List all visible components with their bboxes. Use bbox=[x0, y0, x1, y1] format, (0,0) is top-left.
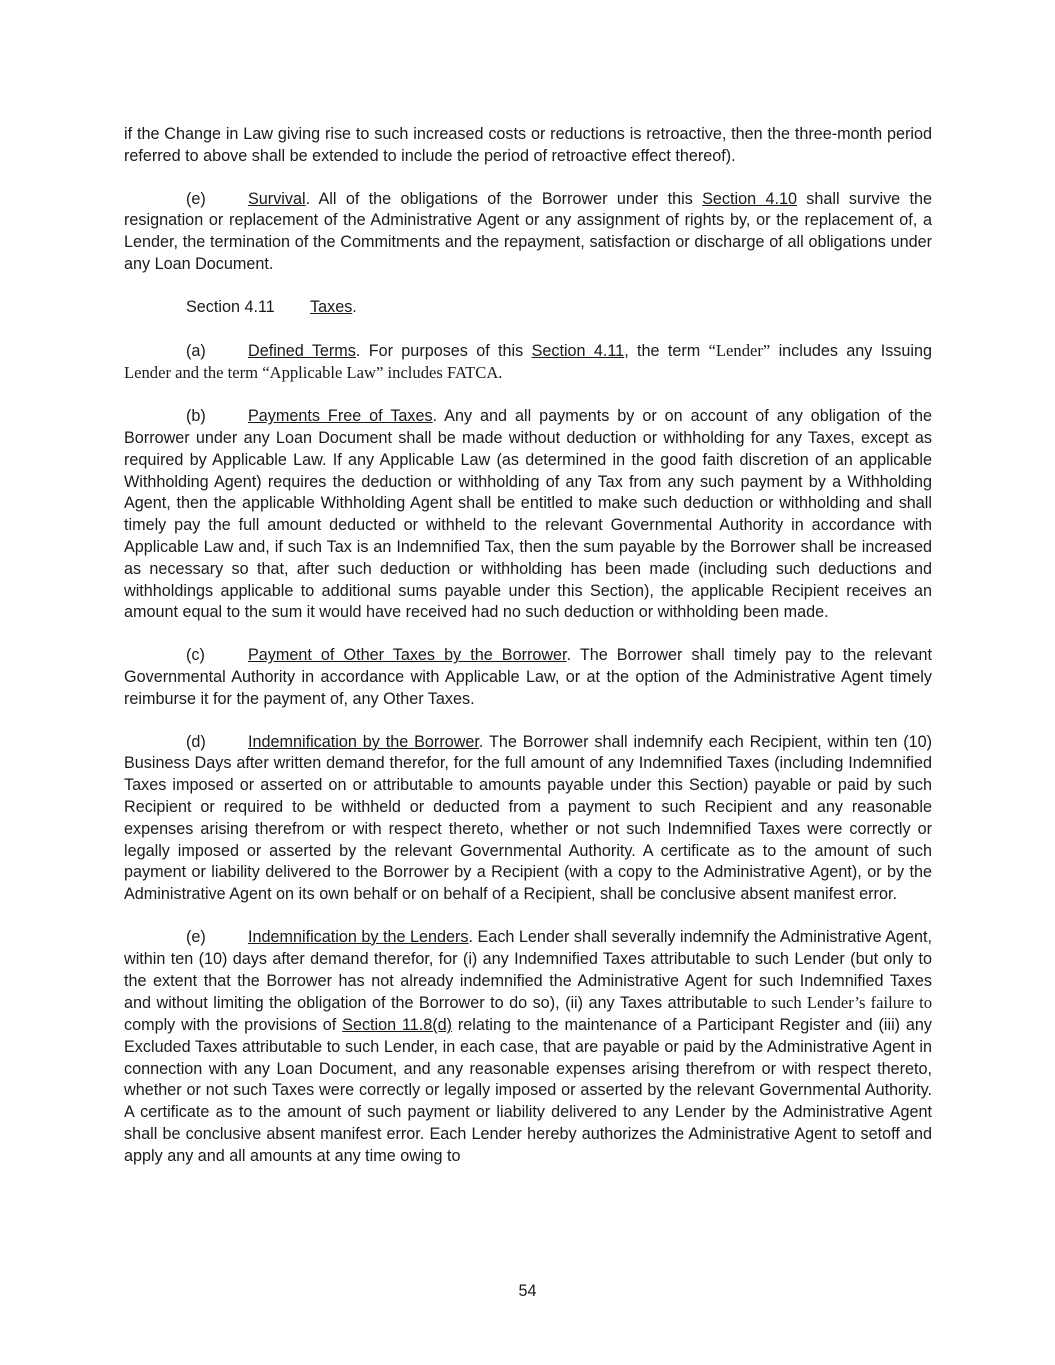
paragraph-text: “Lender” bbox=[708, 340, 771, 360]
paragraph-text: to such Lender’s failure to bbox=[753, 993, 932, 1013]
paragraph-survival bbox=[124, 189, 932, 276]
paragraph-text: . Any and all payments by or on account of any obligation of the Borrower under any Loan Document shall be made without deduction or withholding for any Taxes, except as required by Applicable Law. If any Applicable Law (as determined in the good faith discretion of an applicable Withholding Agent) requires the deduction or withholding of any Tax from any such payment by a Withholding Agent, then the applicable Withholding Agent shall be entitled to make such deduction or withholding and shall timely pay the full amount deducted or withheld to the relevant Governmental Authority in accordance with Applicable Law and, if such Tax is an Indemnified Tax, then the sum payable by the Borrower shall be increased as necessary so that, after such deduction or withholding has been made (including such deductions and withholdings applicable to additional sums payable under this Section), the applicable Recipient receives an amount equal to the sum it would have received had no such deduction or withholding been made. bbox=[124, 407, 932, 622]
paragraph-label: (e) bbox=[186, 189, 206, 208]
section-heading bbox=[124, 297, 932, 319]
paragraph-text: comply with the provisions of bbox=[124, 1016, 343, 1035]
paragraph-payment-of-other-taxes bbox=[124, 645, 932, 710]
paragraph-text: Lender and the term “Applicable Law” includes FATCA. bbox=[124, 363, 503, 383]
document-page bbox=[124, 124, 932, 1189]
section-title-period: . bbox=[352, 297, 357, 316]
paragraph-text: . The Borrower shall indemnify each Recipient, within ten (10) Business Days after written demand therefor, for the full amount of any Indemnified Taxes (including Indemnified Taxes imposed or asserted on or attributable to amounts payable under this Section) payable or paid by such Recipient or required to be withheld or deducted from a payment to such Recipient and any reasonable expenses arising therefrom or with respect thereto, whether or not such Indemnified Taxes were correctly or legally imposed or asserted by the relevant Governmental Authority. A certificate as to the amount of such payment or liability delivered to the Borrower by a Recipient (with a copy to the Administrative Agent), or by the Administrative Agent on its own behalf or on behalf of a Recipient, shall be conclusive absent manifest error. bbox=[124, 732, 932, 904]
paragraph-payments-free-of-taxes bbox=[124, 406, 932, 624]
paragraph-text: shall survive the resignation or replacement of the Administrative Agent or any assignment of rights by, or the replacement of, a Lender, the termination of the Commitments and the repayment, satisfaction or discharge of all obligations under any Loan Document. bbox=[124, 189, 933, 273]
paragraph-text: if the Change in Law giving rise to such increased costs or reductions is retroactive, then the three-month period referred to above shall be extended to include the period of retroactive effect thereof). bbox=[124, 125, 932, 165]
paragraph-label: (d) bbox=[186, 732, 206, 751]
section-title: Taxes bbox=[310, 297, 353, 316]
paragraph-text: . For purposes of this bbox=[355, 341, 532, 360]
paragraph-text: relating to the maintenance of a Participant Register and (iii) any Excluded Taxes attributable to such Lender, in each case, that are payable or paid by the Administrative Agent in connection with any Loan Document, and any reasonable expenses arising therefrom or with respect thereto, whether or not such Taxes were correctly or legally imposed or asserted by the relevant Governmental Authority. A certificate as to the amount of such payment or liability delivered to any Lender by the Administrative Agent shall be conclusive absent manifest error. Each Lender hereby authorizes the Administrative Agent to setoff and apply any and all amounts at any time owing to bbox=[124, 1016, 932, 1165]
paragraph-label: (a) bbox=[186, 341, 206, 360]
section-reference: Section 4.11 bbox=[531, 341, 625, 360]
paragraph-heading: Survival bbox=[248, 189, 306, 208]
paragraph-heading: Indemnification by the Lenders bbox=[248, 927, 469, 946]
paragraph-heading: Indemnification by the Borrower bbox=[248, 732, 479, 751]
paragraph-text: . All of the obligations of the Borrower under this bbox=[305, 189, 703, 208]
paragraph-indemnification-by-lenders bbox=[124, 927, 932, 1168]
section-number: Section 4.11 bbox=[186, 297, 275, 316]
paragraph-text: . Each Lender shall severally indemnify the Administrative Agent, within ten (10) days after demand therefor, for (i) any Indemnified Taxes attributable to such Lender (but only to the extent that the Borrower has not already indemnified the Administrative Agent for such Indemnified Taxes and without limiting the obligation of the Borrower to do so), (ii) any Taxes attributable bbox=[124, 927, 933, 1013]
paragraph-heading: Defined Terms bbox=[248, 341, 356, 360]
section-reference: Section 11.8(d) bbox=[342, 1016, 453, 1035]
paragraph-indemnification-by-borrower bbox=[124, 732, 932, 906]
paragraph-label: (b) bbox=[186, 407, 206, 426]
paragraph-defined-terms bbox=[124, 340, 932, 386]
paragraph-continuation bbox=[124, 124, 932, 168]
paragraph-text: , the term bbox=[624, 341, 709, 360]
paragraph-text: . The Borrower shall timely pay to the relevant Governmental Authority in accordance with Applicable Law, or at the option of the Administrative Agent timely reimburse it for the payment of, any Other Taxes. bbox=[124, 646, 933, 708]
page-number: 54 bbox=[518, 1282, 537, 1300]
paragraph-label: (e) bbox=[186, 927, 206, 946]
paragraph-heading: Payments Free of Taxes bbox=[248, 407, 433, 426]
paragraph-heading: Payment of Other Taxes by the Borrower bbox=[248, 646, 567, 665]
section-reference: Section 4.10 bbox=[702, 189, 797, 208]
paragraph-label: (c) bbox=[186, 646, 205, 665]
paragraph-text: includes any Issuing bbox=[770, 341, 932, 360]
